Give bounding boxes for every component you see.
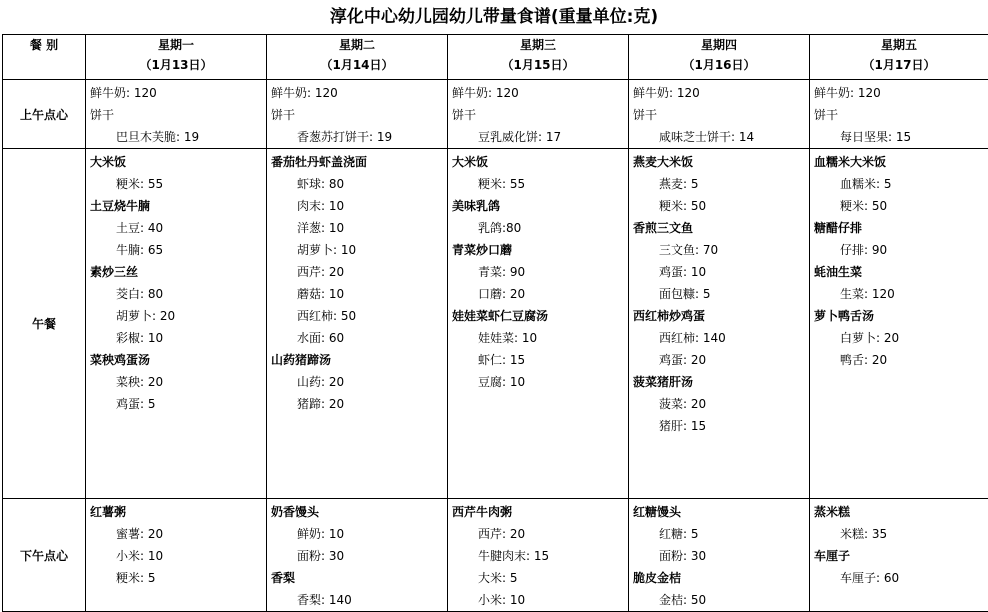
dish-name: 山药猪蹄汤 [271, 349, 447, 371]
snack-text: 每日坚果: 15 [814, 126, 988, 148]
meal-label: 上午点心 [3, 80, 86, 149]
afternoon-cell [86, 499, 267, 612]
ingredient-line: 菜秧: 20 [90, 371, 266, 393]
meal-column-header: 餐 别 [3, 35, 86, 80]
ingredient-line: 水面: 60 [271, 327, 447, 349]
ingredient-line: 粳米: 55 [90, 173, 266, 195]
ingredient-line: 青菜: 90 [452, 261, 628, 283]
dish-name: 番茄牡丹虾盖浇面 [271, 151, 447, 173]
ingredient-line: 口蘑: 20 [452, 283, 628, 305]
ingredient-line: 小米: 10 [90, 545, 266, 567]
lunch-cell [629, 149, 810, 499]
biscuit-text: 饼干 [452, 104, 628, 126]
ingredient-line: 米糕: 35 [814, 523, 988, 545]
header-row [3, 35, 988, 80]
ingredient-line: 鸭舌: 20 [814, 349, 988, 371]
biscuit-text: 饼干 [90, 104, 266, 126]
snack-text: 咸味芝士饼干: 14 [633, 126, 809, 148]
day-header [86, 35, 267, 80]
milk-text: 鲜牛奶: 120 [271, 82, 447, 104]
day-date: （1月16日） [629, 55, 809, 75]
dish-name: 西红柿炒鸡蛋 [633, 305, 809, 327]
day-name: 星期四 [629, 35, 809, 55]
day-name: 星期二 [267, 35, 447, 55]
ingredient-line: 小米: 10 [452, 589, 628, 611]
meal-label: 午餐 [3, 149, 86, 499]
ingredient-line: 娃娃菜: 10 [452, 327, 628, 349]
dish-name: 西芹牛肉粥 [452, 501, 628, 523]
menu-table [2, 34, 988, 612]
day-date: （1月15日） [448, 55, 628, 75]
ingredient-line: 面粉: 30 [271, 545, 447, 567]
day-name: 星期一 [86, 35, 266, 55]
ingredient-line: 西芹: 20 [271, 261, 447, 283]
dish-name: 燕麦大米饭 [633, 151, 809, 173]
dish-name: 红糖馒头 [633, 501, 809, 523]
milk-text: 鲜牛奶: 120 [814, 82, 988, 104]
dish-name: 素炒三丝 [90, 261, 266, 283]
ingredient-line: 虾球: 80 [271, 173, 447, 195]
morning-cell [448, 80, 629, 149]
morning-cell [629, 80, 810, 149]
morning-cell [86, 80, 267, 149]
ingredient-line: 车厘子: 60 [814, 567, 988, 589]
ingredient-line: 菠菜: 20 [633, 393, 809, 415]
dish-name: 血糯米大米饭 [814, 151, 988, 173]
biscuit-text: 饼干 [633, 104, 809, 126]
ingredient-line: 燕麦: 5 [633, 173, 809, 195]
dish-name: 香煎三文鱼 [633, 217, 809, 239]
ingredient-line: 鸡蛋: 20 [633, 349, 809, 371]
lunch-cell [86, 149, 267, 499]
dish-name: 菜秧鸡蛋汤 [90, 349, 266, 371]
day-date: （1月13日） [86, 55, 266, 75]
ingredient-line: 三文鱼: 70 [633, 239, 809, 261]
lunch-cell [448, 149, 629, 499]
ingredient-line: 西芹: 20 [452, 523, 628, 545]
lunch-cell [810, 149, 988, 499]
ingredient-line: 白萝卜: 20 [814, 327, 988, 349]
dish-name: 糖醋仔排 [814, 217, 988, 239]
day-header [448, 35, 629, 80]
afternoon-cell [267, 499, 448, 612]
meal-label: 下午点心 [3, 499, 86, 612]
dish-name: 脆皮金桔 [633, 567, 809, 589]
ingredient-line: 仔排: 90 [814, 239, 988, 261]
snack-text: 巴旦木芙脆: 19 [90, 126, 266, 148]
day-header [267, 35, 448, 80]
dish-name: 美味乳鸽 [452, 195, 628, 217]
afternoon-snack-row [3, 499, 988, 612]
dish-name: 红薯粥 [90, 501, 266, 523]
snack-text: 豆乳威化饼: 17 [452, 126, 628, 148]
ingredient-line: 粳米: 50 [814, 195, 988, 217]
dish-name: 青菜炒口蘑 [452, 239, 628, 261]
day-name: 星期五 [810, 35, 988, 55]
dish-name: 大米饭 [452, 151, 628, 173]
day-header [629, 35, 810, 80]
dish-name: 车厘子 [814, 545, 988, 567]
ingredient-line: 茭白: 80 [90, 283, 266, 305]
morning-cell [810, 80, 988, 149]
ingredient-line: 肉末: 10 [271, 195, 447, 217]
ingredient-line: 洋葱: 10 [271, 217, 447, 239]
afternoon-cell [810, 499, 988, 612]
ingredient-line: 豆腐: 10 [452, 371, 628, 393]
dish-name: 娃娃菜虾仁豆腐汤 [452, 305, 628, 327]
ingredient-line: 大米: 5 [452, 567, 628, 589]
dish-name: 萝卜鸭舌汤 [814, 305, 988, 327]
ingredient-line: 生菜: 120 [814, 283, 988, 305]
ingredient-line: 山药: 20 [271, 371, 447, 393]
biscuit-text: 饼干 [271, 104, 447, 126]
ingredient-line: 面粉: 30 [633, 545, 809, 567]
ingredient-line: 乳鸽:80 [452, 217, 628, 239]
ingredient-line: 金桔: 50 [633, 589, 809, 611]
ingredient-line: 粳米: 5 [90, 567, 266, 589]
ingredient-line: 鲜奶: 10 [271, 523, 447, 545]
ingredient-line: 蘑菇: 10 [271, 283, 447, 305]
day-date: （1月17日） [810, 55, 988, 75]
day-name: 星期三 [448, 35, 628, 55]
ingredient-line: 鸡蛋: 5 [90, 393, 266, 415]
ingredient-line: 胡萝卜: 10 [271, 239, 447, 261]
lunch-cell [267, 149, 448, 499]
lunch-row [3, 149, 988, 499]
ingredient-line: 土豆: 40 [90, 217, 266, 239]
ingredient-line: 香梨: 140 [271, 589, 447, 611]
dish-name: 奶香馒头 [271, 501, 447, 523]
ingredient-line: 血糯米: 5 [814, 173, 988, 195]
day-header [810, 35, 988, 80]
ingredient-line: 面包糠: 5 [633, 283, 809, 305]
ingredient-line: 鸡蛋: 10 [633, 261, 809, 283]
morning-snack-row [3, 80, 988, 149]
ingredient-line: 蜜薯: 20 [90, 523, 266, 545]
snack-text: 香葱苏打饼干: 19 [271, 126, 447, 148]
ingredient-line: 西红柿: 140 [633, 327, 809, 349]
ingredient-line: 粳米: 50 [633, 195, 809, 217]
ingredient-line: 西红柿: 50 [271, 305, 447, 327]
milk-text: 鲜牛奶: 120 [452, 82, 628, 104]
day-date: （1月14日） [267, 55, 447, 75]
ingredient-line: 胡萝卜: 20 [90, 305, 266, 327]
ingredient-line: 牛腱肉末: 15 [452, 545, 628, 567]
ingredient-line: 牛腩: 65 [90, 239, 266, 261]
dish-name: 蚝油生菜 [814, 261, 988, 283]
ingredient-line: 猪肝: 15 [633, 415, 809, 437]
dish-name: 土豆烧牛腩 [90, 195, 266, 217]
ingredient-line: 彩椒: 10 [90, 327, 266, 349]
biscuit-text: 饼干 [814, 104, 988, 126]
milk-text: 鲜牛奶: 120 [90, 82, 266, 104]
morning-cell [267, 80, 448, 149]
page-title: 淳化中心幼儿园幼儿带量食谱(重量单位:克) [0, 0, 988, 34]
afternoon-cell [629, 499, 810, 612]
ingredient-line: 猪蹄: 20 [271, 393, 447, 415]
dish-name: 香梨 [271, 567, 447, 589]
ingredient-line: 红糖: 5 [633, 523, 809, 545]
ingredient-line: 虾仁: 15 [452, 349, 628, 371]
milk-text: 鲜牛奶: 120 [633, 82, 809, 104]
dish-name: 菠菜猪肝汤 [633, 371, 809, 393]
ingredient-line: 粳米: 55 [452, 173, 628, 195]
dish-name: 蒸米糕 [814, 501, 988, 523]
afternoon-cell [448, 499, 629, 612]
dish-name: 大米饭 [90, 151, 266, 173]
